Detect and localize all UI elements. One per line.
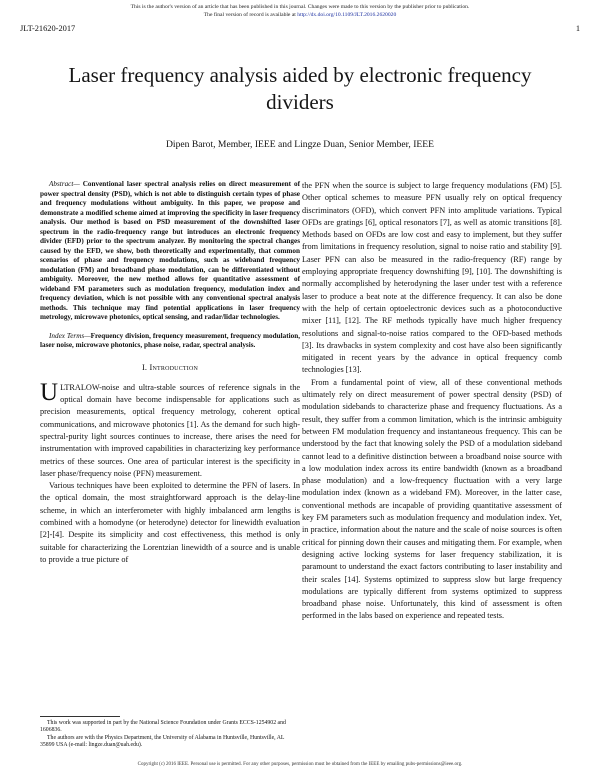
- publisher-notice: This is the author's version of an article that has been published in this journal. Changes were made to this version by the publisher prior to publication.: [130, 4, 470, 10]
- right-column: [302, 180, 562, 623]
- index-terms: [40, 332, 300, 351]
- copyright-notice: Copyright (c) 2016 IEEE. Personal use is permitted. For any other purposes, permission must be obtained from the IEEE by emailing pubs-permissions@ieee.org.: [137, 762, 463, 767]
- footnote-affiliation: The authors are with the Physics Department, the University of Alabama in Huntsville, Huntsville, AL 35899 USA (e-mail: lingze.duan@uah.edu).: [40, 734, 285, 749]
- author-line: Dipen Barot, Member, IEEE and Lingze Duan, Senior Member, IEEE: [165, 139, 435, 150]
- abstract-text: Conventional laser spectral analysis relies on direct measurement of power spectral density (PSD), which is not able to distinguish certain types of phase and frequency modulations without ambiguity. In this paper, we propose and demonstrate a modified scheme aimed at improving the specificity in laser frequency analysis. Our method is based on PSD measurement of the downshifted laser spectrum in the radio-frequency range but introduces an electronic frequency divider (EFD) prior to the spectrum analyzer. By monitoring the spectral changes caused by the EFD, we show, both theoretically and experimentally, that common scenarios of phase and frequency modulations, such as wideband frequency modulation (FM) and broadband phase modulation, can be differentiated without ambiguity. Moreover, the new method allows for quantitative assessment of wideband FM parameters such as modulation frequency, modulation index and frequency deviation, which is not possible with any conventional spectral analysis methods. This technique may find potential applications in laser frequency metrology, microwave photonics, optical sensing, and radar/lidar technologies.: [40, 180, 301, 321]
- doi-notice: [0, 12, 600, 19]
- drop-cap: U: [40, 378, 59, 406]
- abstract: [40, 180, 300, 323]
- intro-paragraph-2: Various techniques have been exploited to determine the PFN of lasers. In the optical domain, the most straightforward approach is the delay-line scheme, in which an interferometer with highly imbalanced arm lengths is combined with a homodyne (or heterodyne) detector for linewidth evaluation [2]-[4]. Despite its simplicity and cost effectiveness, this method is only suitable for characterizing the Lorentzian linewidth of a source and is unable to provide a true picture of: [40, 481, 300, 564]
- intro-paragraph-1-text: LTRALOW-noise and ultra-stable sources of reference signals in the optical domain have become indispensable for applications such as precision measurements, optical frequency metrology, coherent optical communications, and microwave photonics [1]. As the demand for such high-spectral-purity light sources continues to increase, there arises the need for instrumentation with improved capabilities in characterizing key performance metrics of these sources. One area of particular interest is the specificity in laser phase/frequency noise (PFN) measurement.: [40, 382, 300, 478]
- index-terms-text: Frequency division, frequency measurement, frequency modulation, laser noise, microwave photonics, phase noise, radar, spectral analysis.: [40, 331, 300, 349]
- footnote-rule: [40, 716, 120, 717]
- paper-title: Laser frequency analysis aided by electronic frequency dividers: [68, 63, 532, 114]
- index-terms-lead: Index Terms—: [49, 331, 91, 340]
- right-paragraph-1: the PFN when the source is subject to large frequency modulations (FM) [5]. Other optical schemes to measure PFN usually rely on optical frequency discriminators (OFD), which convert PFN into amplitude variations. Typical OFDs are gratings [6], optical resonators [7], as well as atomic transitions [8]. Methods based on OFDs are low cost and easy to implement, but they suffer from limitations in frequency resolution, signal to noise ratio and stability [9]. Laser PFN can also be measured in the radio-frequency (RF) range by employing appropriate frequency downshifting [9], [10]. The downshifting is normally accomplished by heterodyning the laser under test with a reference laser to produce a beat note at the difference frequency. It can also be done with the help of certain optoelectronic devices such as a photoconductive mixer [11], [12]. The RF methods typically have much higher frequency resolutions and signal-to-noise ratios compared to the OFD-based methods [3]. Its drawbacks in system complexity and cost have also been significantly mitigated in recent years by the advance in optical frequency comb technologies [13].: [302, 181, 562, 375]
- right-paragraph-2: From a fundamental point of view, all of these conventional methods ultimately rely on direct measurement of power spectral density (PSD) of modulation sidebands to characterize phase and frequency fluctuations. As a result, they suffer from a common limitation, which is the intrinsic ambiguity between FM modulation frequency and instantaneous frequency. This can be understood by the fact that knowing solely the PSD of a modulation sideband cannot lead to a definitive distinction between a broadband noise source with a low modulation index across its entire bandwidth (known as a broadband phase modulation) and a low-frequency fluctuation with a very large modulation index (known as a wideband FM). Moreover, in the latter case, conventional methods are incapable of providing quantitative assessment of key FM parameters such as modulation frequency and modulation index. Yet, in practice, information about the nature and the scale of noise sources is often critical for pinning down their causes and mitigating them. For example, when designing active locking systems for laser frequency stabilization, it is paramount to understand the exact factors contributing to laser instability and their scales [14]. Systems optimized to suppress slow but large frequency modulations are typically different from systems optimized to suppress broadband phase noise. Unfortunately, this kind of assessment is often performed in the labs based on experience and repeated tests.: [302, 377, 562, 621]
- abstract-lead: Abstract—: [49, 180, 80, 188]
- footnotes: [40, 720, 300, 750]
- manuscript-id: JLT-21620-2017: [20, 24, 76, 33]
- section-heading-introduction: I. Introduction: [141, 362, 199, 372]
- doi-link[interactable]: http://dx.doi.org/10.1109/JLT.2016.2620020: [297, 12, 397, 18]
- doi-prefix: The final version of record is available at: [203, 12, 296, 18]
- left-column: [40, 180, 300, 566]
- intro-paragraph-1: [40, 378, 300, 480]
- page-number: 1: [575, 24, 580, 33]
- running-header: [20, 24, 580, 33]
- footnote-funding: This work was supported in part by the National Science Foundation under Grants ECCS-1254902 and 1606836.: [40, 720, 286, 734]
